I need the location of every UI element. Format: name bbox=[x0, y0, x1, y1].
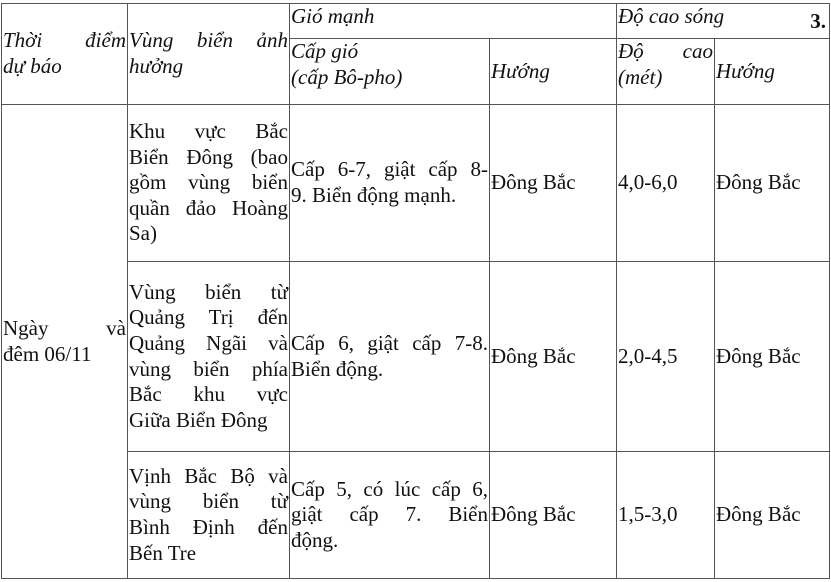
section-number: 3. bbox=[810, 9, 827, 33]
area-line: vùng biển phía bbox=[129, 356, 288, 381]
header-area-line-2: hưởng bbox=[129, 54, 184, 78]
wave-direction-cell: Đông Bắc bbox=[715, 452, 830, 579]
header-wind-label: Gió mạnh bbox=[291, 4, 375, 28]
header-wave-direction-cell bbox=[715, 39, 830, 105]
header-time-cell bbox=[2, 4, 128, 105]
header-wind-cell bbox=[290, 4, 617, 39]
wave-height-cell: 2,0-4,5 bbox=[617, 262, 715, 452]
wind-level-line: 9. Biển động mạnh. bbox=[291, 183, 457, 207]
header-wind-level-cell bbox=[290, 39, 490, 105]
area-line: gồm vùng biển bbox=[129, 170, 288, 195]
area-line: Khu vực Bắc bbox=[129, 118, 288, 143]
forecast-time-cell bbox=[2, 105, 128, 579]
header-wave-cell bbox=[617, 4, 830, 39]
wind-level-line: Biển động. bbox=[291, 356, 384, 381]
wave-height-cell: 4,0-6,0 bbox=[617, 105, 715, 262]
wind-direction-cell: Đông Bắc bbox=[490, 105, 617, 262]
area-line: Bình Định đến bbox=[129, 515, 288, 539]
header-wind-direction: Hướng bbox=[491, 58, 550, 83]
wind-level-line: giật cấp 7. Biển bbox=[291, 502, 488, 527]
area-line: Vùng biển từ bbox=[129, 279, 288, 304]
wind-level-cell bbox=[290, 452, 490, 579]
header-wave-height-line-2: (mét) bbox=[618, 64, 663, 89]
area-line: Quảng Trị đến bbox=[129, 305, 288, 330]
area-line: Giữa Biển Đông bbox=[129, 407, 268, 432]
wind-direction-cell: Đông Bắc bbox=[490, 452, 617, 579]
area-line: Bắc khu vực bbox=[129, 382, 288, 407]
area-line: Vịnh Bắc Bộ và bbox=[129, 463, 288, 488]
header-wind-direction-cell bbox=[490, 39, 617, 105]
header-wave-direction: Hướng bbox=[716, 58, 775, 83]
sea-forecast-table bbox=[1, 3, 830, 579]
header-area-cell bbox=[128, 4, 290, 105]
area-line: Sa) bbox=[129, 221, 157, 246]
wind-level-cell bbox=[290, 262, 490, 452]
area-line: Biển Đông (bao bbox=[129, 144, 288, 169]
header-wind-level-line-1: Cấp gió bbox=[291, 39, 359, 63]
area-line: Bến Tre bbox=[129, 540, 197, 565]
area-cell bbox=[128, 262, 290, 452]
header-wave-height-cell bbox=[617, 39, 715, 105]
wind-level-line: Cấp 5, có lúc cấp 6, bbox=[291, 476, 488, 501]
header-time-line-1: Thời điểm bbox=[3, 28, 126, 53]
header-row-1 bbox=[2, 4, 830, 39]
header-wave-height-line-1: Độ cao bbox=[618, 39, 714, 63]
wind-level-line: Cấp 6, giật cấp 7-8. bbox=[291, 330, 488, 355]
wave-direction-cell: Đông Bắc bbox=[715, 105, 830, 262]
area-line: vùng biển từ bbox=[129, 489, 288, 514]
area-line: quần đảo Hoàng bbox=[129, 195, 288, 220]
wind-direction-cell: Đông Bắc bbox=[490, 262, 617, 452]
table-row bbox=[2, 105, 830, 262]
wind-level-line: động. bbox=[291, 527, 339, 552]
header-area-line-1: Vùng biển ảnh bbox=[129, 28, 288, 53]
wind-level-line: Cấp 6-7, giật cấp 8- bbox=[291, 157, 488, 182]
header-time-line-2: dự báo bbox=[3, 54, 62, 78]
wind-level-cell bbox=[290, 105, 490, 262]
area-cell bbox=[128, 105, 290, 262]
header-wave-label: Độ cao sóng bbox=[618, 4, 725, 28]
wave-height-cell: 1,5-3,0 bbox=[617, 452, 715, 579]
header-wind-level-line-2: (cấp Bô-pho) bbox=[291, 64, 403, 89]
forecast-time-line-2: đêm 06/11 bbox=[3, 341, 92, 366]
wave-direction-cell: Đông Bắc bbox=[715, 262, 830, 452]
area-cell bbox=[128, 452, 290, 579]
forecast-time-line-1: Ngày và bbox=[3, 315, 126, 340]
area-line: Quảng Ngãi và bbox=[129, 330, 288, 355]
